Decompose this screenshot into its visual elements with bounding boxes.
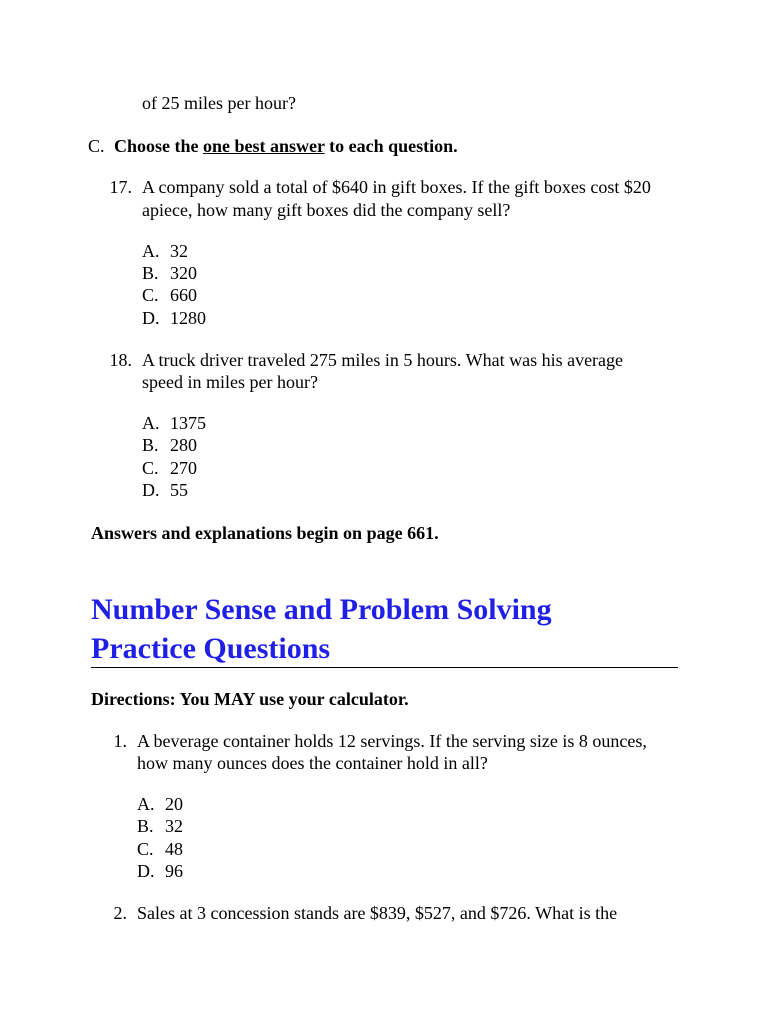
answer-option [142, 262, 197, 284]
section-heading-line: Number Sense and Problem Solving [91, 593, 552, 626]
option-letter: C. [142, 458, 159, 478]
option-text: 270 [170, 458, 197, 478]
option-letter: A. [142, 241, 160, 261]
option-letter: C. [142, 285, 159, 305]
option-text: 1375 [170, 413, 206, 433]
option-text: 32 [165, 816, 183, 836]
answer-option [142, 240, 188, 262]
section-heading [91, 590, 552, 668]
question-stem-line: how many ounces does the container hold in all? [137, 753, 488, 773]
instruction-emphasis: one best answer [203, 136, 325, 156]
option-text: 320 [170, 263, 197, 283]
option-letter: D. [142, 308, 160, 328]
section-instruction [88, 135, 458, 157]
question-stem-line: apiece, how many gift boxes did the company sell? [142, 200, 511, 220]
answer-option [137, 815, 183, 837]
instruction-suffix: to each question. [324, 136, 458, 156]
question-stem-line: A company sold a total of $640 in gift boxes. If the gift boxes cost $20 [142, 177, 651, 197]
option-text: 55 [170, 480, 188, 500]
heading-divider [91, 667, 678, 668]
option-letter: B. [137, 816, 154, 836]
answer-option [142, 412, 206, 434]
answer-option [137, 860, 183, 882]
option-letter: A. [137, 794, 155, 814]
answers-note: Answers and explanations begin on page 661. [91, 523, 439, 543]
answer-option [142, 284, 197, 306]
option-text: 20 [165, 794, 183, 814]
answer-option [142, 479, 188, 501]
option-letter: B. [142, 263, 159, 283]
question-stem-line: A truck driver traveled 275 miles in 5 hours. What was his average [142, 350, 624, 370]
option-letter: A. [142, 413, 160, 433]
question-continuation: of 25 miles per hour? [142, 93, 296, 113]
option-letter: B. [142, 435, 159, 455]
instruction-prefix: Choose the [114, 136, 203, 156]
question-stem-line: speed in miles per hour? [142, 372, 318, 392]
question-stem-line: Sales at 3 concession stands are $839, $527, and $726. What is the [137, 903, 618, 923]
answer-option [137, 793, 183, 815]
question-number: 2. [113, 903, 127, 923]
answer-option [142, 434, 197, 456]
option-letter: C. [137, 839, 154, 859]
option-text: 48 [165, 839, 183, 859]
option-letter: D. [137, 861, 155, 881]
option-text: 660 [170, 285, 197, 305]
answer-option [137, 838, 183, 860]
section-marker: C. [88, 136, 105, 156]
answer-option [142, 457, 197, 479]
question-number: 1. [113, 731, 127, 751]
answer-option [142, 307, 206, 329]
option-text: 96 [165, 861, 183, 881]
option-text: 1280 [170, 308, 206, 328]
option-text: 280 [170, 435, 197, 455]
directions: Directions: You MAY use your calculator. [91, 689, 409, 709]
option-text: 32 [170, 241, 188, 261]
question-stem-line: A beverage container holds 12 servings. If the serving size is 8 ounces, [137, 731, 647, 751]
question-number: 18. [109, 350, 132, 370]
question-number: 17. [109, 177, 132, 197]
section-heading-line: Practice Questions [91, 632, 331, 665]
option-letter: D. [142, 480, 160, 500]
